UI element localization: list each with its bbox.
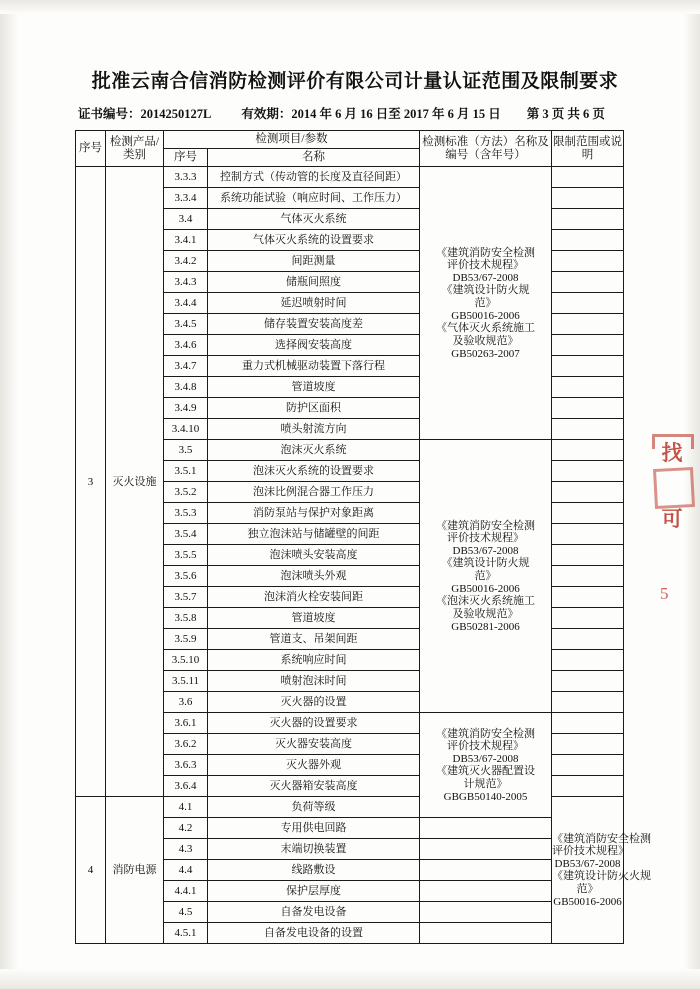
row-item-name: 灭火器的设置要求	[208, 713, 420, 734]
row-item-no: 3.4.5	[164, 314, 208, 335]
row-range	[552, 776, 624, 797]
row-range	[552, 755, 624, 776]
row-range	[552, 524, 624, 545]
row-item-name: 系统功能试验（响应时间、工作压力）	[208, 188, 420, 209]
row-item-no: 4.4.1	[164, 881, 208, 902]
row-item-no: 4.1	[164, 797, 208, 818]
row-item-name: 泡沫灭火系统	[208, 440, 420, 461]
row-item-name: 泡沫喷头外观	[208, 566, 420, 587]
standard-line: GB50281-2006	[451, 620, 520, 633]
row-item-no: 3.5.2	[164, 482, 208, 503]
row-range	[420, 881, 552, 902]
row-item-name: 专用供电回路	[208, 818, 420, 839]
row-item-no: 3.4.6	[164, 335, 208, 356]
header-standard: 检测标准（方法）名称及编号（含年号）	[420, 131, 552, 167]
row-item-no: 3.5.1	[164, 461, 208, 482]
table-row	[76, 167, 624, 188]
header-item-group: 检测项目/参数	[164, 131, 420, 149]
header-item-no: 序号	[164, 149, 208, 167]
row-item-name: 灭火器箱安装高度	[208, 776, 420, 797]
seal-char-1: 找	[661, 441, 683, 465]
row-range	[552, 377, 624, 398]
row-range	[552, 293, 624, 314]
row-standard	[420, 440, 552, 713]
row-item-name: 延迟喷射时间	[208, 293, 420, 314]
row-item-no: 3.3.4	[164, 188, 208, 209]
standard-line: 及验收规范》	[452, 335, 519, 348]
row-range	[552, 461, 624, 482]
row-item-name: 末端切换装置	[208, 839, 420, 860]
row-range	[420, 818, 552, 839]
standard-line: 评价技术规程》	[447, 259, 525, 272]
row-item-name: 消防泵站与保护对象距离	[208, 503, 420, 524]
standard-line: 《建筑设计防火火规	[552, 870, 652, 883]
row-item-no: 4.4	[164, 860, 208, 881]
row-item-name: 泡沫消火栓安装间距	[208, 587, 420, 608]
standard-line: 评价技术规程》	[447, 532, 525, 545]
standard-line: 《建筑消防安全检测	[436, 727, 536, 740]
standard-line: DB53/67-2008	[554, 857, 621, 870]
row-range	[420, 839, 552, 860]
standard-line: 《建筑消防安全检测	[552, 832, 652, 845]
standard-line: 评价技术规程》	[552, 845, 630, 858]
row-range	[552, 188, 624, 209]
row-range	[552, 167, 624, 188]
standard-line: 《建筑设计防火规	[441, 557, 530, 570]
row-item-name: 自备发电设备的设置	[208, 923, 420, 944]
certificate-label: 证书编号：	[78, 107, 141, 121]
page-number: 第 3 页 共 6 页	[526, 107, 605, 121]
row-item-no: 3.5.10	[164, 650, 208, 671]
row-item-name: 管道坡度	[208, 377, 420, 398]
row-item-no: 3.6.4	[164, 776, 208, 797]
standard-line: 范》	[474, 570, 497, 583]
row-item-no: 3.4.3	[164, 272, 208, 293]
row-range	[552, 671, 624, 692]
row-item-no: 3.4.8	[164, 377, 208, 398]
row-range	[552, 692, 624, 713]
standard-line: GB50016-2006	[553, 895, 622, 908]
row-item-no: 3.3.3	[164, 167, 208, 188]
standard-line: 及验收规范》	[452, 608, 519, 621]
row-item-no: 3.6.1	[164, 713, 208, 734]
row-item-no: 3.5.6	[164, 566, 208, 587]
row-item-name: 泡沫比例混合器工作压力	[208, 482, 420, 503]
row-item-no: 3.5	[164, 440, 208, 461]
row-item-name: 系统响应时间	[208, 650, 420, 671]
validity-label: 有效期：	[241, 107, 292, 121]
row-item-name: 防护区面积	[208, 398, 420, 419]
row-range	[552, 314, 624, 335]
row-seq: 3	[76, 167, 106, 797]
row-item-name: 线路敷设	[208, 860, 420, 881]
row-seq: 4	[76, 797, 106, 944]
row-item-no: 4.5.1	[164, 923, 208, 944]
page-edge-shadow-bottom	[0, 969, 700, 989]
row-range	[552, 566, 624, 587]
red-seal-stamp	[650, 440, 694, 603]
standard-line: 《建筑消防安全检测	[436, 246, 536, 259]
certificate-value: 2014250127L	[140, 107, 212, 121]
seal-square-icon	[653, 467, 695, 509]
row-item-name: 管道支、吊架间距	[208, 629, 420, 650]
row-item-name: 选择阀安装高度	[208, 335, 420, 356]
row-item-no: 3.5.8	[164, 608, 208, 629]
row-standard	[420, 713, 552, 818]
row-range	[552, 209, 624, 230]
row-range	[552, 608, 624, 629]
table-body	[76, 167, 652, 944]
standard-line: 《建筑设计防火规	[441, 284, 530, 297]
row-item-no: 3.4.2	[164, 251, 208, 272]
row-range	[420, 902, 552, 923]
row-item-no: 3.4.7	[164, 356, 208, 377]
row-item-name: 储存装置安装高度差	[208, 314, 420, 335]
row-item-name: 控制方式（传动管的长度及直径间距）	[208, 167, 420, 188]
standard-line: 《建筑灭火器配置设	[436, 765, 536, 778]
validity-period	[241, 104, 500, 122]
standard-line: 范》	[474, 297, 497, 310]
standard-line: DB53/67-2008	[452, 752, 519, 765]
row-item-no: 3.6	[164, 692, 208, 713]
row-item-name: 泡沫喷头安装高度	[208, 545, 420, 566]
page-edge-shadow-top	[0, 0, 700, 14]
row-range	[552, 335, 624, 356]
row-item-name: 灭火器的设置	[208, 692, 420, 713]
row-range	[552, 629, 624, 650]
page-title: 批准云南合信消防检测评价有限公司计量认证范围及限制要求	[91, 71, 619, 92]
row-range	[552, 650, 624, 671]
row-item-no: 3.4.1	[164, 230, 208, 251]
row-standard	[420, 167, 552, 440]
standard-line: GB50016-2006	[451, 309, 520, 322]
row-item-name: 独立泡沫站与储罐壁的间距	[208, 524, 420, 545]
header-item-name: 名称	[208, 149, 420, 167]
row-range	[552, 230, 624, 251]
row-item-name: 负荷等级	[208, 797, 420, 818]
row-item-name: 重力式机械驱动装置下落行程	[208, 356, 420, 377]
standard-line: GB50263-2007	[451, 347, 520, 360]
row-item-no: 3.4	[164, 209, 208, 230]
standard-line: 《建筑消防安全检测	[436, 519, 536, 532]
standard-line: 范》	[576, 883, 599, 896]
document-meta	[78, 104, 638, 122]
row-item-no: 3.5.9	[164, 629, 208, 650]
row-item-no: 3.4.4	[164, 293, 208, 314]
certificate-number	[78, 104, 211, 122]
row-item-name: 间距测量	[208, 251, 420, 272]
standard-line: 《泡沫灭火系统施工	[436, 595, 536, 608]
row-item-no: 3.5.7	[164, 587, 208, 608]
row-item-no: 4.2	[164, 818, 208, 839]
row-item-no: 3.4.10	[164, 419, 208, 440]
row-item-no: 3.5.5	[164, 545, 208, 566]
scope-table	[75, 130, 652, 944]
row-item-no: 3.5.3	[164, 503, 208, 524]
row-range	[420, 923, 552, 944]
row-range	[552, 734, 624, 755]
standard-line: DB53/67-2008	[452, 271, 519, 284]
row-item-name: 管道坡度	[208, 608, 420, 629]
row-item-name: 灭火器安装高度	[208, 734, 420, 755]
row-range	[552, 419, 624, 440]
row-item-no: 4.3	[164, 839, 208, 860]
row-category: 灭火设施	[106, 167, 164, 797]
row-item-name: 气体灭火系统的设置要求	[208, 230, 420, 251]
standard-line: 评价技术规程》	[447, 740, 525, 753]
row-range	[552, 272, 624, 293]
row-item-no: 3.5.11	[164, 671, 208, 692]
row-item-name: 泡沫灭火系统的设置要求	[208, 461, 420, 482]
row-range	[552, 356, 624, 377]
row-range	[552, 398, 624, 419]
row-item-no: 4.5	[164, 902, 208, 923]
row-item-name: 气体灭火系统	[208, 209, 420, 230]
row-range	[552, 587, 624, 608]
row-item-name: 喷头射流方向	[208, 419, 420, 440]
row-item-name: 储瓶间照度	[208, 272, 420, 293]
validity-value: 2014 年 6 月 16 日至 2017 年 6 月 15 日	[291, 107, 501, 121]
seal-char-2: 可	[661, 507, 683, 532]
row-range	[420, 860, 552, 881]
row-range	[552, 440, 624, 461]
page-edge-shadow-left	[0, 0, 18, 989]
standard-line: GBGB50140-2005	[443, 790, 528, 803]
row-standard	[552, 797, 652, 944]
row-category: 消防电源	[106, 797, 164, 944]
header-category: 检测产品/类别	[106, 131, 164, 167]
row-range	[552, 713, 624, 734]
table-header-row	[76, 131, 624, 149]
header-seq: 序号	[76, 131, 106, 167]
standard-line: 计规范》	[463, 778, 508, 791]
row-range	[552, 503, 624, 524]
row-item-name: 自备发电设备	[208, 902, 420, 923]
standard-line: 《气体灭火系统施工	[436, 322, 536, 335]
standard-line: DB53/67-2008	[452, 544, 519, 557]
row-range	[552, 545, 624, 566]
seal-number: 5	[660, 584, 669, 603]
row-item-no: 3.5.4	[164, 524, 208, 545]
row-item-no: 3.4.9	[164, 398, 208, 419]
row-range	[552, 251, 624, 272]
row-item-no: 3.6.2	[164, 734, 208, 755]
standard-line: GB50016-2006	[451, 582, 520, 595]
header-range: 限制范围或说明	[552, 131, 624, 167]
row-item-no: 3.6.3	[164, 755, 208, 776]
row-item-name: 灭火器外观	[208, 755, 420, 776]
row-item-name: 保护层厚度	[208, 881, 420, 902]
row-range	[552, 482, 624, 503]
row-item-name: 喷射泡沫时间	[208, 671, 420, 692]
